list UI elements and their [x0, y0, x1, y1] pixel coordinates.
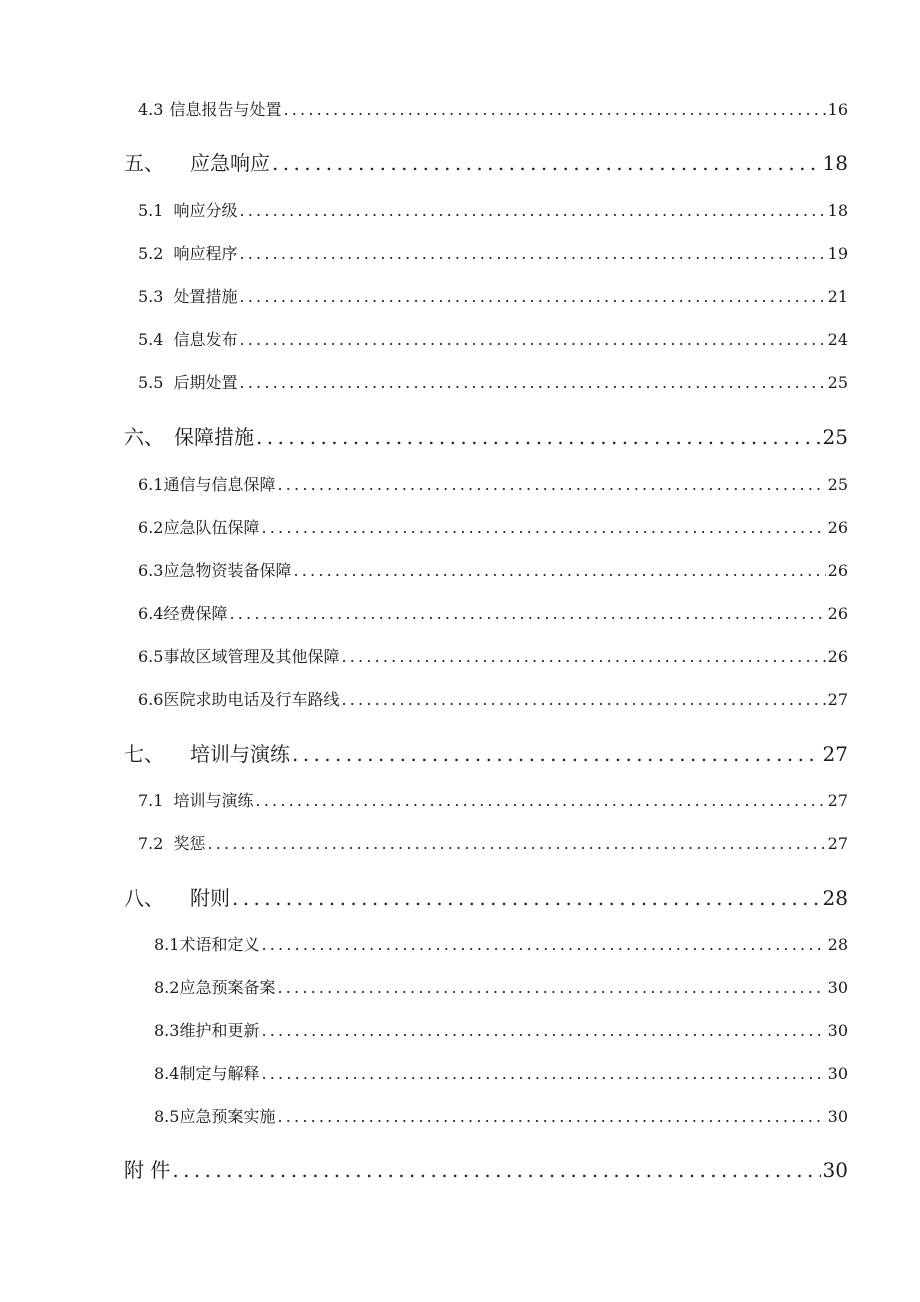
- toc-entry-title: 应急队伍保障: [163, 518, 260, 537]
- toc-entry-5-3[interactable]: [138, 285, 848, 309]
- toc-entry-page: 28: [827, 935, 848, 954]
- toc-entry-page: 30: [827, 1107, 848, 1126]
- toc-entry-number: 6.1: [138, 475, 164, 494]
- toc-entry-number: 5.1: [138, 201, 164, 220]
- toc-entry-title: 后期处置: [173, 373, 238, 392]
- toc-entry-title: 处置措施: [173, 287, 238, 306]
- toc-entry-number: 6.4: [138, 604, 164, 623]
- toc-leader-dots: [239, 371, 825, 395]
- toc-entry-page: 19: [827, 244, 848, 263]
- toc-entry-title: 保障措施: [174, 425, 254, 449]
- toc-entry-title: 培训与演练: [173, 791, 254, 810]
- toc-entry-title: 应急物资装备保障: [163, 561, 292, 580]
- toc-entry-page: 18: [827, 201, 848, 220]
- toc-entry-title: 附 件: [124, 1158, 171, 1182]
- toc-leader-dots: [272, 148, 821, 178]
- toc-entry-title: 培训与演练: [190, 742, 290, 766]
- toc-entry-8-5[interactable]: [154, 1105, 848, 1129]
- toc-entry-number: 七、: [124, 742, 164, 766]
- toc-entry-page: 26: [827, 647, 848, 666]
- toc-leader-dots: [341, 645, 825, 669]
- toc-leader-dots: [229, 602, 825, 626]
- toc-entry-page: 26: [827, 561, 848, 580]
- toc-entry-5-4[interactable]: [138, 328, 848, 352]
- toc-entry-number: 8.5: [154, 1107, 180, 1126]
- toc-entry-5-5[interactable]: [138, 371, 848, 395]
- toc-entry-title: 附则: [190, 886, 230, 910]
- toc-entry-page: 26: [827, 604, 848, 623]
- toc-leader-dots: [277, 473, 825, 497]
- toc-leader-dots: [239, 328, 825, 352]
- toc-entry-chapter-7[interactable]: [124, 739, 848, 769]
- toc-entry-number: 5.2: [138, 244, 164, 263]
- toc-entry-title: 应急响应: [190, 151, 270, 175]
- toc-entry-5-2[interactable]: [138, 242, 848, 266]
- toc-entry-chapter-5[interactable]: [124, 148, 848, 178]
- toc-entry-title: 信息报告与处置: [169, 100, 282, 119]
- toc-entry-title: 经费保障: [163, 604, 228, 623]
- toc-entry-number: 5.4: [138, 330, 164, 349]
- toc-entry-page: 30: [827, 1021, 848, 1040]
- toc-entry-title: 奖惩: [173, 834, 206, 853]
- toc-entry-page: 16: [827, 100, 848, 119]
- toc-entry-number: 6.2: [138, 518, 164, 537]
- toc-leader-dots: [341, 688, 825, 712]
- toc-entry-6-6[interactable]: [138, 688, 848, 712]
- toc-entry-8-4[interactable]: [154, 1062, 848, 1086]
- toc-entry-page: 26: [827, 518, 848, 537]
- toc-entry-number: 8.4: [154, 1064, 180, 1083]
- toc-entry-title: 维护和更新: [179, 1021, 260, 1040]
- toc-leader-dots: [292, 739, 821, 769]
- toc-entry-title: 响应分级: [173, 201, 238, 220]
- toc-entry-page: 18: [822, 151, 848, 175]
- toc-leader-dots: [293, 559, 825, 583]
- toc-entry-page: 25: [827, 373, 848, 392]
- toc-entry-8-2[interactable]: [154, 976, 848, 1000]
- toc-entry-title: 通信与信息保障: [163, 475, 276, 494]
- toc-entry-number: 六、: [124, 425, 164, 449]
- toc-leader-dots: [256, 422, 821, 452]
- toc-leader-dots: [283, 98, 825, 122]
- toc-entry-page: 24: [827, 330, 848, 349]
- toc-entry-8-1[interactable]: [154, 933, 848, 957]
- toc-entry-number: 5.5: [138, 373, 164, 392]
- toc-entry-title: 信息发布: [173, 330, 238, 349]
- toc-entry-title: 应急预案实施: [179, 1107, 276, 1126]
- toc-entry-title: 制定与解释: [179, 1064, 260, 1083]
- toc-entry-number: 7.2: [138, 834, 164, 853]
- toc-entry-number: 6.5: [138, 647, 164, 666]
- toc-entry-title: 响应程序: [173, 244, 238, 263]
- toc-entry-number: 7.1: [138, 791, 164, 810]
- toc-entry-number: 8.3: [154, 1021, 180, 1040]
- toc-entry-page: 28: [822, 886, 848, 910]
- toc-entry-page: 27: [827, 834, 848, 853]
- toc-leader-dots: [207, 832, 825, 856]
- toc-entry-page: 25: [827, 475, 848, 494]
- toc-entry-6-5[interactable]: [138, 645, 848, 669]
- toc-leader-dots: [255, 789, 825, 813]
- toc-entry-number: 八、: [124, 886, 164, 910]
- toc-entry-chapter-8[interactable]: [124, 883, 848, 913]
- toc-entry-appendix[interactable]: [124, 1155, 848, 1185]
- toc-leader-dots: [232, 883, 821, 913]
- toc-entry-8-3[interactable]: [154, 1019, 848, 1043]
- toc-entry-page: 30: [822, 1158, 848, 1182]
- toc-leader-dots: [239, 242, 825, 266]
- toc-entry-page: 25: [822, 425, 848, 449]
- toc-entry-6-2[interactable]: [138, 516, 848, 540]
- toc-entry-6-1[interactable]: [138, 473, 848, 497]
- toc-entry-number: 五、: [124, 151, 164, 175]
- toc-entry-title: 医院求助电话及行车路线: [163, 690, 340, 709]
- toc-leader-dots: [172, 1155, 820, 1185]
- toc-leader-dots: [261, 1019, 825, 1043]
- toc-entry-number: 8.1: [154, 935, 180, 954]
- toc-entry-chapter-6[interactable]: [124, 422, 848, 452]
- toc-entry-number: 4.3: [138, 100, 164, 119]
- toc-entry-number: 8.2: [154, 978, 180, 997]
- toc-entry-number: 6.6: [138, 690, 164, 709]
- toc-leader-dots: [277, 1105, 825, 1129]
- toc-entry-4-3[interactable]: [138, 98, 848, 122]
- toc-entry-5-1[interactable]: [138, 199, 848, 223]
- toc-entry-page: 27: [827, 791, 848, 810]
- toc-entry-number: 5.3: [138, 287, 164, 306]
- toc-entry-number: 6.3: [138, 561, 164, 580]
- toc-entry-7-1[interactable]: [138, 789, 848, 813]
- toc-entry-7-2[interactable]: [138, 832, 848, 856]
- toc-leader-dots: [261, 516, 825, 540]
- toc-entry-page: 21: [827, 287, 848, 306]
- toc-entry-title: 事故区域管理及其他保障: [163, 647, 340, 666]
- toc-leader-dots: [261, 1062, 825, 1086]
- toc-entry-6-4[interactable]: [138, 602, 848, 626]
- toc-leader-dots: [239, 199, 825, 223]
- toc-entry-6-3[interactable]: [138, 559, 848, 583]
- toc-entry-title: 应急预案备案: [179, 978, 276, 997]
- toc-leader-dots: [261, 933, 825, 957]
- toc-entry-page: 30: [827, 1064, 848, 1083]
- toc-leader-dots: [239, 285, 825, 309]
- toc-entry-page: 30: [827, 978, 848, 997]
- toc-entry-page: 27: [827, 690, 848, 709]
- toc-entry-page: 27: [822, 742, 848, 766]
- toc-leader-dots: [277, 976, 825, 1000]
- toc-entry-title: 术语和定义: [179, 935, 260, 954]
